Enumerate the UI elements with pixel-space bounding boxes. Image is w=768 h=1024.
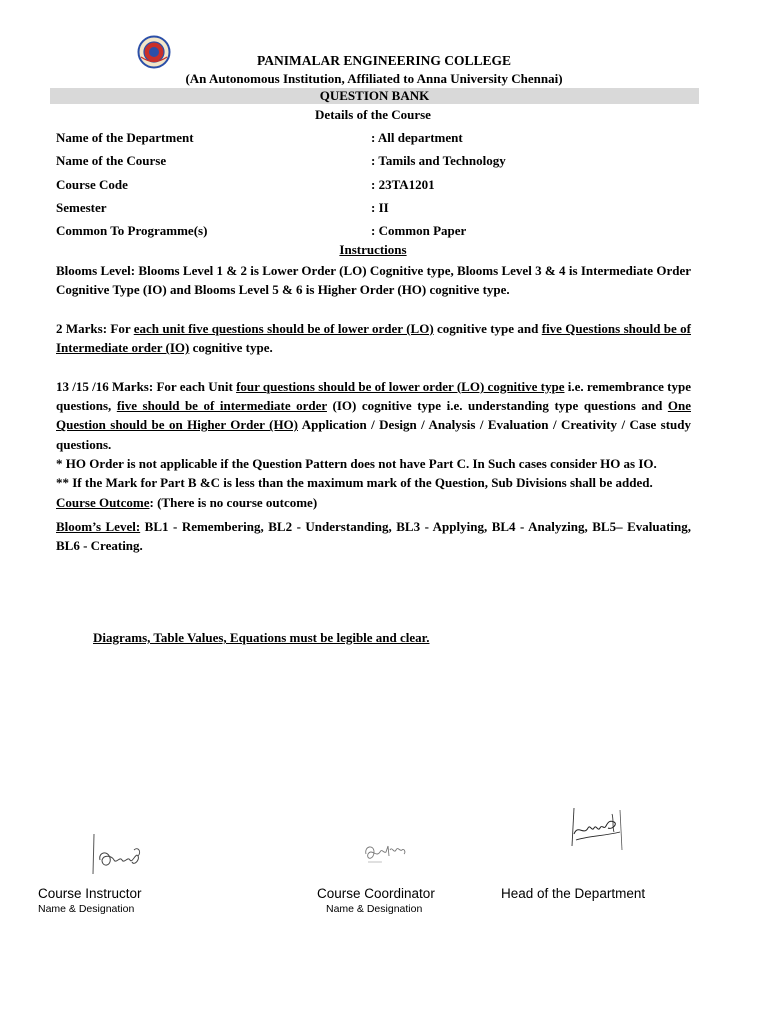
text-run: Application / Design / Analysis / Evaluation / Creativity / Case study questions. xyxy=(56,417,691,452)
detail-label: Name of the Department xyxy=(56,130,194,145)
detail-value: : All department xyxy=(371,130,463,145)
detail-value: : II xyxy=(371,199,389,215)
blooms-label: Bloom’s Level: xyxy=(56,518,141,534)
hod-signature xyxy=(568,806,626,852)
two-marks-paragraph xyxy=(56,319,691,358)
details-heading: Details of the Course xyxy=(315,107,431,122)
detail-value: : Tamils and Technology xyxy=(371,153,506,169)
underlined-run: One Question should be on Higher Order (HO) xyxy=(56,398,691,433)
text-run: 2 Marks: For xyxy=(56,320,134,336)
text-run: (IO) cognitive type i.e. understanding type questions and xyxy=(326,398,668,414)
detail-label: Semester xyxy=(56,199,107,215)
course-coordinator-label: Course Coordinator xyxy=(317,886,435,901)
detail-row-semester xyxy=(56,198,696,221)
thirteen-marks-paragraph xyxy=(56,377,691,454)
detail-row-course-code xyxy=(56,175,696,198)
blooms-level-paragraph: Blooms Level: Blooms Level 1 & 2 is Lower Order (LO) Cognitive type, Blooms Level 3 & 4 is Intermediate Order Cognitive Type (IO) and Blooms Level 5 & 6 is Higher Order (HO) cognitive type. xyxy=(56,263,691,298)
instructions-heading: Instructions xyxy=(339,242,407,257)
detail-row-department xyxy=(56,128,696,151)
text-run: i.e. remembrance type questions, xyxy=(56,378,692,414)
detail-label: Name of the Course xyxy=(56,153,167,169)
course-details xyxy=(56,128,696,244)
college-name: PANIMALAR ENGINEERING COLLEGE xyxy=(256,53,512,68)
diagram-note: Diagrams, Table Values, Equations must be legible and clear. xyxy=(93,630,430,645)
underlined-run: five Questions should be of Intermediate order (IO) xyxy=(56,320,691,356)
text-run: cognitive type. xyxy=(189,340,273,356)
detail-row-programmes xyxy=(56,221,696,244)
ho-note: * HO Order is not applicable if the Question Pattern does not have Part C. In Such cases consider HO as IO. xyxy=(56,455,657,471)
detail-value: : Common Paper xyxy=(371,223,467,239)
head-of-department-label: Head of the Department xyxy=(501,886,646,901)
coordinator-signature xyxy=(362,838,408,866)
detail-row-course xyxy=(56,151,696,174)
blooms-text: BL1 - Remembering, BL2 - Understanding, BL3 - Applying, BL4 - Analyzing, BL5– Evaluating, BL6 - Creating. xyxy=(56,518,691,554)
blooms-levels-list xyxy=(56,517,691,556)
underlined-run: each unit five questions should be of lower order (LO) xyxy=(133,320,434,336)
college-affiliation: (An Autonomous Institution, Affiliated to Anna University Chennai) xyxy=(185,71,563,86)
instructions-body xyxy=(56,261,691,555)
course-outcome-label: Course Outcome xyxy=(56,494,150,510)
question-bank-title: QUESTION BANK xyxy=(50,88,699,104)
course-instructor-label: Course Instructor xyxy=(38,886,142,901)
mark-note: ** If the Mark for Part B &C is less than the maximum mark of the Question, Sub Divisions shall be added. xyxy=(56,475,653,491)
course-outcome-text: : (There is no course outcome) xyxy=(149,494,318,510)
detail-label: Course Code xyxy=(56,176,128,192)
underlined-run: four questions should be of lower order (LO) cognitive type xyxy=(236,378,565,394)
detail-label: Common To Programme(s) xyxy=(56,223,208,239)
course-coordinator-sub: Name & Designation xyxy=(326,903,423,915)
underlined-run: five should be of intermediate order xyxy=(116,398,327,414)
detail-value: : 23TA1201 xyxy=(371,176,435,192)
instructor-signature xyxy=(88,830,144,878)
course-instructor-sub: Name & Designation xyxy=(38,903,135,915)
text-run: cognitive type and xyxy=(433,320,542,336)
text-run: 13 /15 /16 Marks: For each Unit xyxy=(56,378,237,394)
course-outcome xyxy=(56,493,691,512)
